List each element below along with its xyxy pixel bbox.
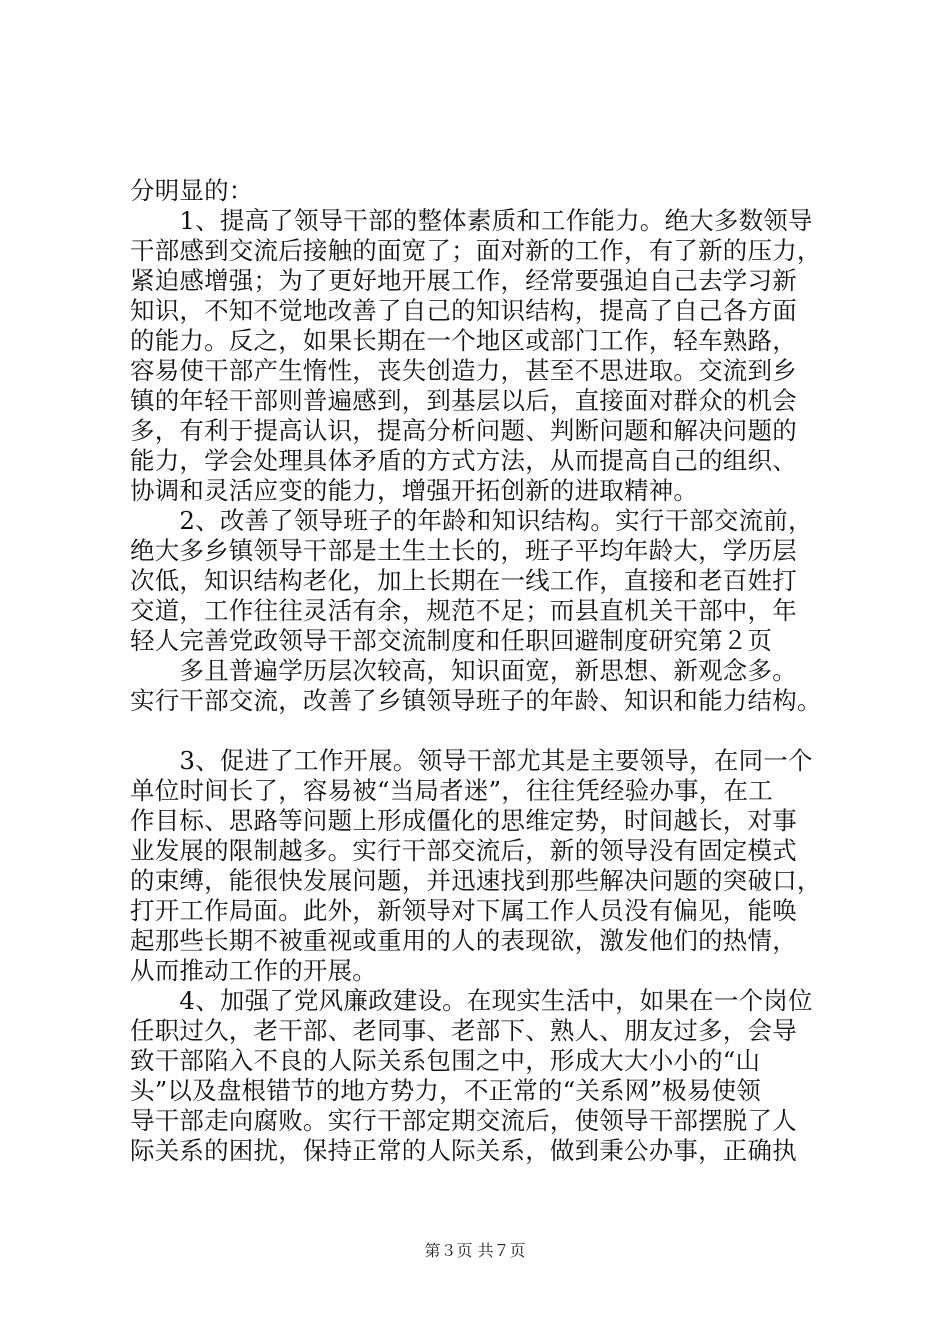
text-line: 导干部走向腐败。实行干部定期交流后，使领导干部摆脱了人	[130, 1106, 797, 1135]
text-line: 单位时间长了，容易被“当局者迷”，往往凭经验办事，在工	[130, 776, 773, 805]
text-line: 任职过久，老干部、老同事、老部下、熟人、朋友过多，会导	[130, 1016, 797, 1045]
text-line: 2、改善了领导班子的年龄和知识结构。实行干部交流前，	[130, 506, 813, 535]
text-line: 镇的年轻干部则普遍感到，到基层以后，直接面对群众的机会	[130, 386, 797, 415]
text-line: 能力，学会处理具体矛盾的方式方法，从而提高自己的组织、	[130, 446, 797, 475]
text-line: 打开工作局面。此外，新领导对下属工作人员没有偏见，能唤	[130, 896, 797, 925]
text-line: 多且普遍学历层次较高，知识面宽，新思想、新观念多。	[130, 656, 797, 685]
text-line: 际关系的困扰，保持正常的人际关系，做到秉公办事，正确执	[130, 1136, 797, 1165]
text-line: 容易使干部产生惰性，丧失创造力，甚至不思进取。交流到乡	[130, 356, 797, 385]
text-line: 实行干部交流，改善了乡镇领导班子的年龄、知识和能力结构。	[130, 686, 822, 715]
text-line: 协调和灵活应变的能力，增强开拓创新的进取精神。	[130, 476, 699, 505]
text-line: 交道，工作往往灵活有余，规范不足；而县直机关干部中，年	[130, 596, 797, 625]
text-line: 4、加强了党风廉政建设。在现实生活中，如果在一个岗位	[130, 986, 813, 1015]
text-line: 从而推动工作的开展。	[130, 956, 377, 985]
text-line: 干部感到交流后接触的面宽了；面对新的工作，有了新的压力，	[130, 236, 822, 265]
text-line: 分明显的：	[130, 176, 254, 205]
text-line: 绝大多乡镇领导干部是土生土长的，班子平均年龄大，学历层	[130, 536, 797, 565]
text-line: 的能力。反之，如果长期在一个地区或部门工作，轻车熟路，	[130, 326, 797, 355]
page-footer: 第３页 共７页	[424, 1241, 526, 1260]
text-line: 作目标、思路等问题上形成僵化的思维定势，时间越长，对事	[130, 806, 797, 835]
text-line: 1、提高了领导干部的整体素质和工作能力。绝大多数领导	[130, 206, 813, 235]
text-line: 起那些长期不被重视或重用的人的表现欲，激发他们的热情，	[130, 926, 797, 955]
text-line: 致干部陷入不良的人际关系包围之中，形成大大小小的“山	[130, 1046, 761, 1075]
text-line: 业发展的限制越多。实行干部交流后，新的领导没有固定模式	[130, 836, 797, 865]
text-line: 多，有利于提高认识，提高分析问题、判断问题和解决问题的	[130, 416, 797, 445]
text-line: 次低，知识结构老化，加上长期在一线工作，直接和老百姓打	[130, 566, 797, 595]
text-line: 紧迫感增强；为了更好地开展工作，经常要强迫自己去学习新	[130, 266, 797, 295]
text-line: 的束缚，能很快发展问题，并迅速找到那些解决问题的突破口，	[130, 866, 822, 895]
text-line: 头”以及盘根错节的地方势力，不正常的“关系网”极易使领	[130, 1076, 761, 1105]
text-line: 知识，不知不觉地改善了自己的知识结构，提高了自己各方面	[130, 296, 797, 325]
text-line: 轻人完善党政领导干部交流制度和任职回避制度研究第２页	[130, 626, 773, 655]
text-line: 3、促进了工作开展。领导干部尤其是主要领导，在同一个	[130, 746, 813, 775]
